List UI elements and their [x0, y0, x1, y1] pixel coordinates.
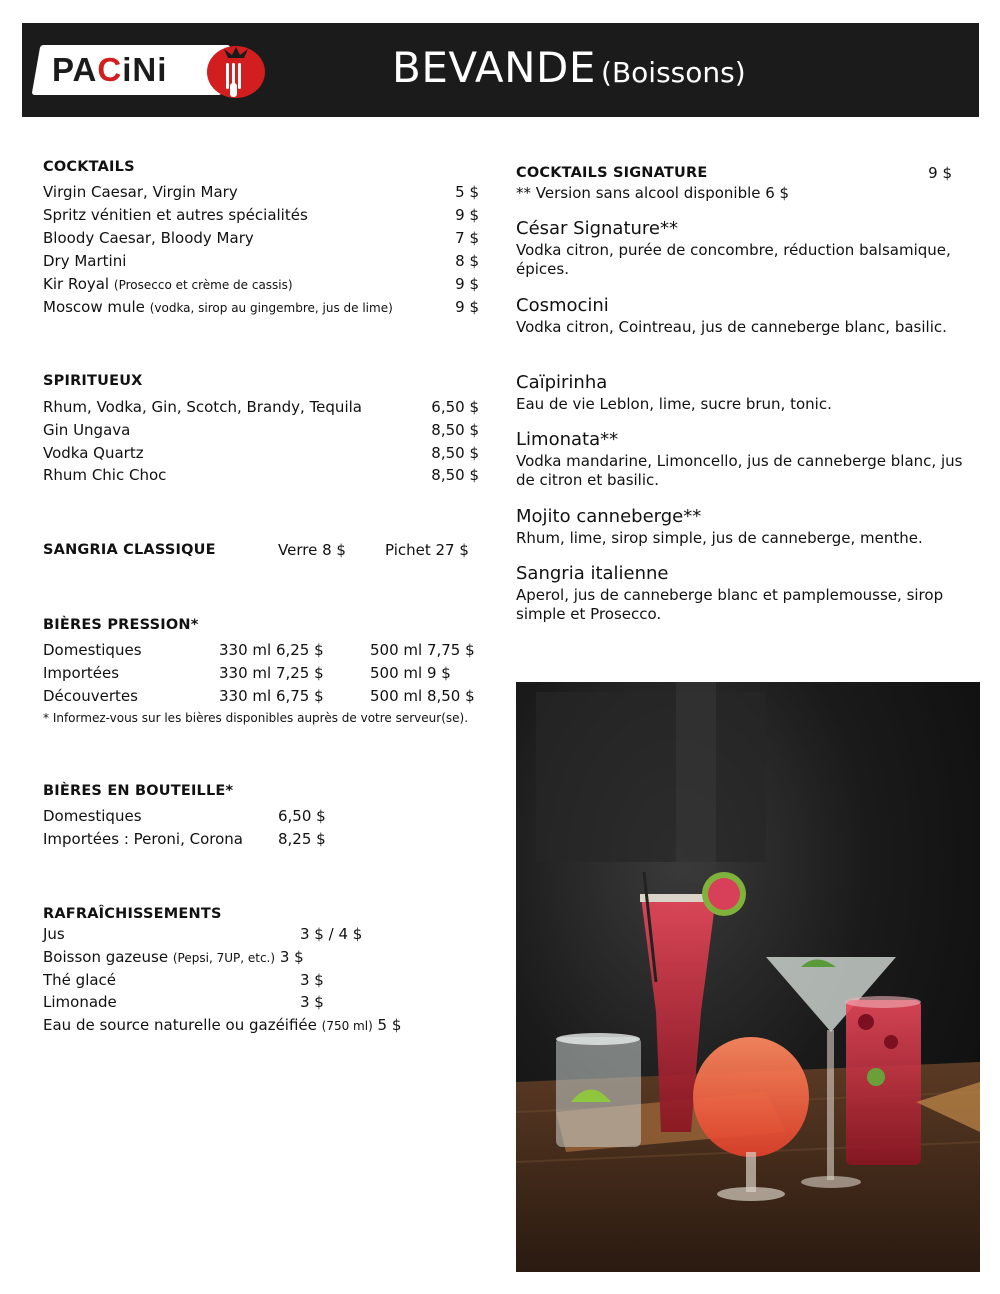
spirit-item-price: 8,50 $ [431, 421, 479, 439]
draft-beer-name: Importées [43, 664, 120, 682]
bottled-beer-price: 6,50 $ [278, 807, 326, 825]
draft-beer-note: * Informez-vous sur les bières disponibles auprès de votre serveur(se). [43, 711, 469, 725]
refreshment-price: 5 $ [377, 1016, 402, 1034]
cocktail-item-price: 7 $ [455, 229, 479, 247]
signature-item-desc: Vodka citron, Cointreau, jus de canneberge blanc, basilic. [516, 318, 947, 336]
draft-beer-name: Domestiques [43, 641, 142, 659]
cocktail-item-name: Virgin Caesar, Virgin Mary [43, 183, 238, 201]
section-title-bottled-beer: BIÈRES EN BOUTEILLE* [43, 783, 234, 799]
cocktail-glasses-illustration [516, 682, 980, 1272]
draft-beer-small: 330 ml 6,75 $ [219, 687, 324, 705]
draft-beer-name: Découvertes [43, 687, 138, 705]
refreshment-price: 3 $ / 4 $ [300, 925, 363, 943]
spirit-item-name: Rhum, Vodka, Gin, Scotch, Brandy, Tequila [43, 398, 362, 416]
refreshment-name: Jus [43, 925, 65, 943]
spirit-item-name: Gin Ungava [43, 421, 131, 439]
bottled-beer-name: Domestiques [43, 807, 142, 825]
cocktail-item-name: Spritz vénitien et autres spécialités [43, 206, 308, 224]
signature-item-name: Mojito canneberge** [516, 506, 702, 527]
draft-beer-large: 500 ml 8,50 $ [370, 687, 475, 705]
signature-item-name: Cosmocini [516, 295, 609, 316]
signature-item-desc: Eau de vie Leblon, lime, sucre brun, tonic. [516, 395, 832, 413]
pacini-logo[interactable] [36, 37, 268, 103]
cocktail-item-price: 5 $ [455, 183, 479, 201]
signature-item-name: César Signature** [516, 218, 679, 239]
cocktail-item-name: Bloody Caesar, Bloody Mary [43, 229, 254, 247]
cocktail-item-name: Moscow mule (vodka, sirop au gingembre, jus de lime) [43, 298, 393, 316]
signature-note: ** Version sans alcool disponible 6 $ [516, 184, 790, 202]
refreshment-name: Thé glacé [43, 971, 117, 989]
spirit-item-name: Vodka Quartz [43, 444, 144, 462]
cocktail-item-name: Kir Royal (Prosecco et crème de cassis) [43, 275, 293, 293]
section-title-signature: COCKTAILS SIGNATURE [516, 165, 708, 181]
cocktail-item-name: Dry Martini [43, 252, 127, 270]
signature-item-desc: Rhum, lime, sirop simple, jus de canneberge, menthe. [516, 529, 923, 547]
signature-price: 9 $ [928, 164, 952, 182]
cocktail-item-detail: (Prosecco et crème de cassis) [113, 278, 293, 292]
section-title-spiritueux: SPIRITUEUX [43, 373, 143, 389]
sangria-glass-price: Verre 8 $ [278, 541, 346, 559]
cocktails-photo [516, 682, 980, 1272]
header-banner [22, 23, 979, 117]
logo-wordmark: PACiNi [52, 51, 168, 88]
signature-item-desc: Vodka citron, purée de concombre, réduction balsamique, épices. [516, 241, 951, 278]
section-title-cocktails: COCKTAILS [43, 159, 135, 175]
page-title: BEVANDE (Boissons) [392, 43, 746, 92]
refreshment-detail: (Pepsi, 7UP, etc.) [172, 951, 276, 965]
draft-beer-small: 330 ml 7,25 $ [219, 664, 324, 682]
spirit-item-price: 8,50 $ [431, 444, 479, 462]
spirit-item-price: 6,50 $ [431, 398, 479, 416]
section-title-sangria: SANGRIA CLASSIQUE [43, 542, 216, 558]
cocktail-item-price: 9 $ [455, 206, 479, 224]
tomato-icon [202, 39, 268, 101]
refreshment-name: Eau de source naturelle ou gazéifiée (750 ml) 5 $ [43, 1016, 402, 1034]
refreshment-price: 3 $ [300, 971, 324, 989]
refreshment-price: 3 $ [300, 993, 324, 1011]
cocktail-item-price: 8 $ [455, 252, 479, 270]
sangria-pitcher-price: Pichet 27 $ [385, 541, 469, 559]
draft-beer-small: 330 ml 6,25 $ [219, 641, 324, 659]
refreshment-name: Boisson gazeuse (Pepsi, 7UP, etc.) 3 $ [43, 948, 304, 966]
bottled-beer-price: 8,25 $ [278, 830, 326, 848]
signature-item-desc: Vodka mandarine, Limoncello, jus de canneberge blanc, jus de citron et basilic. [516, 452, 963, 489]
cocktail-item-price: 9 $ [455, 298, 479, 316]
draft-beer-large: 500 ml 9 $ [370, 664, 451, 682]
signature-item-name: Limonata** [516, 429, 619, 450]
spirit-item-price: 8,50 $ [431, 466, 479, 484]
section-title-refreshments: RAFRAÎCHISSEMENTS [43, 906, 222, 922]
signature-item-name: Sangria italienne [516, 563, 669, 584]
refreshment-name: Limonade [43, 993, 117, 1011]
signature-item-desc: Aperol, jus de canneberge blanc et pamplemousse, sirop simple et Prosecco. [516, 586, 944, 623]
cocktail-item-price: 9 $ [455, 275, 479, 293]
draft-beer-large: 500 ml 7,75 $ [370, 641, 475, 659]
signature-item-name: Caïpirinha [516, 372, 608, 393]
bottled-beer-name: Importées : Peroni, Corona [43, 830, 243, 848]
spirit-item-name: Rhum Chic Choc [43, 466, 167, 484]
refreshment-price: 3 $ [279, 948, 304, 966]
cocktail-item-detail: (vodka, sirop au gingembre, jus de lime) [149, 301, 393, 315]
refreshment-detail: (750 ml) [321, 1019, 373, 1033]
section-title-draft-beer: BIÈRES PRESSION* [43, 617, 199, 633]
